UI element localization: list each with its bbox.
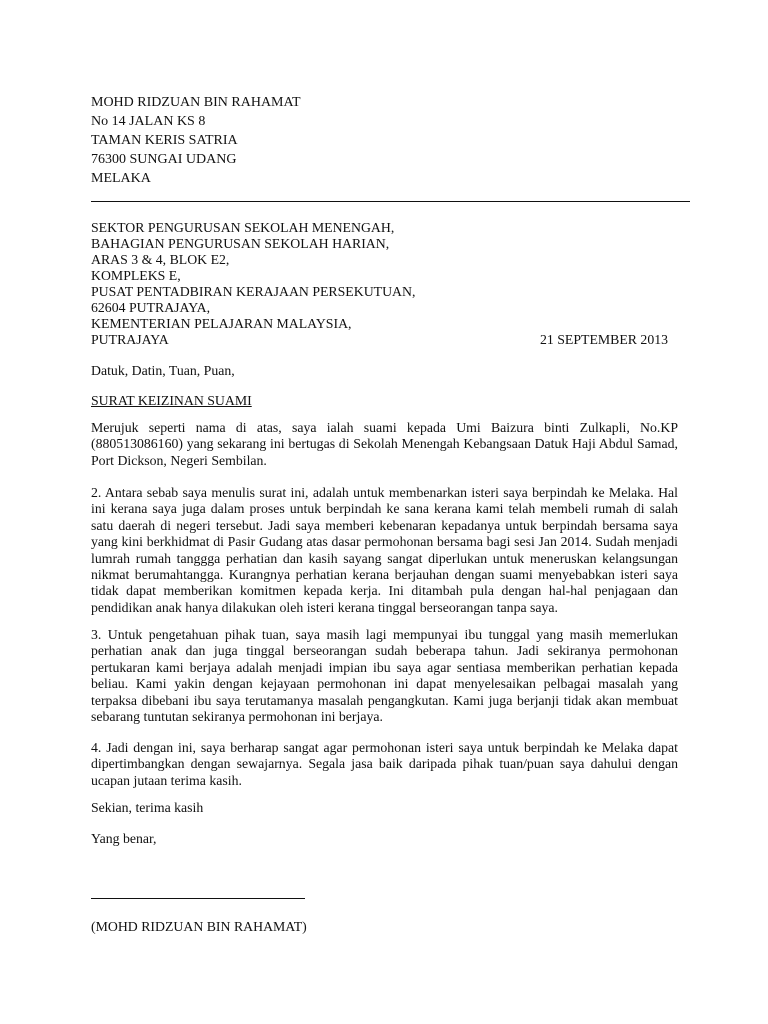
body-paragraph: [91, 740, 678, 789]
sender-address-line: MELAKA: [91, 171, 151, 186]
sender-name: MOHD RIDZUAN BIN RAHAMAT: [91, 95, 301, 110]
paragraph-text: Merujuk seperti nama di atas, saya ialah suami kepada Umi Baizura binti Zulkapli, No.KP (880513086160) yang sekarang ini bertugas di Sekolah Menengah Kebangsaan Datuk Haji Abdul Samad, Port Dickson, Negeri Sembilan.: [91, 420, 678, 468]
body-paragraph: [91, 485, 678, 616]
body-paragraph: [91, 420, 678, 469]
letter-date: 21 SEPTEMBER 2013: [540, 332, 669, 347]
sender-address-line: 76300 SUNGAI UDANG: [91, 152, 237, 167]
closing: Sekian, terima kasih: [91, 800, 204, 815]
header-divider: [91, 201, 690, 202]
paragraph-text: 4. Jadi dengan ini, saya berharap sangat agar permohonan isteri saya untuk berpindah ke Melaka dapat dipertimbangkan dengan sewajarnya. Segala jasa baik daripada pihak tuan/puan saya dahului dengan ucapan jutaan terima kasih.: [91, 740, 678, 788]
sender-address-line: TAMAN KERIS SATRIA: [91, 133, 238, 148]
letter-subject: SURAT KEIZINAN SUAMI: [91, 393, 252, 408]
sign-off: Yang benar,: [91, 831, 157, 846]
signature-line: [91, 898, 305, 899]
recipient-line: KOMPLEKS E,: [91, 268, 181, 283]
recipient-line: SEKTOR PENGURUSAN SEKOLAH MENENGAH,: [91, 220, 395, 235]
salutation: Datuk, Datin, Tuan, Puan,: [91, 363, 235, 378]
paragraph-text: 3. Untuk pengetahuan pihak tuan, saya masih lagi mempunyai ibu tunggal yang masih memerlukan perhatian anak dan juga tinggal berseorangan sudah beberapa tahun. Jadi sekiranya permohonan pertukaran kami berjaya adalah menjadi impian ibu saya agar sentiasa memberikan perhatian kepada beliau. Kami yakin dengan kejayaan permohonan ini dapat menyelesaikan pelbagai masalah yang terpaksa dibebani ibu saya terutamanya masalah pengangkutan. Kami juga berjanji tidak akan membuat sebarang tuntutan sekiranya permohonan ini berjaya.: [91, 627, 678, 725]
recipient-line: BAHAGIAN PENGURUSAN SEKOLAH HARIAN,: [91, 236, 390, 251]
body-paragraph: [91, 627, 678, 725]
recipient-line: KEMENTERIAN PELAJARAN MALAYSIA,: [91, 316, 352, 331]
signature-name: (MOHD RIDZUAN BIN RAHAMAT): [91, 919, 307, 934]
paragraph-text: 2. Antara sebab saya menulis surat ini, adalah untuk membenarkan isteri saya berpindah ke Melaka. Hal ini kerana saya juga dalam proses untuk berpindah ke sana kerana kami telah membeli rumah di salah satu daerah di negeri tersebut. Jadi saya memberi kebenaran kepadanya untuk berpindah bersama saya yang kini berkhidmat di Pasir Gudang atas dasar permohonan bersama bagi sesi Jan 2014. Sudah menjadi lumrah rumah tanggga perhatian dan kasih sayang sangat diperlukan untuk meneruskan kelangsungan nikmat berumahtangga. Kurangnya perhatian kerana berjauhan dengan suami menyebabkan isteri saya tidak dapat memberikan komitmen kepada kerja. Ini ditambah pula dengan hal-hal penjagaan dan pendidikan anak hanya dilakukan oleh isteri kerana tinggal berseorangan tanpa saya.: [91, 485, 678, 615]
recipient-line: 62604 PUTRAJAYA,: [91, 300, 211, 315]
recipient-line: PUSAT PENTADBIRAN KERAJAAN PERSEKUTUAN,: [91, 284, 416, 299]
recipient-line: PUTRAJAYA: [91, 332, 169, 347]
recipient-line: ARAS 3 & 4, BLOK E2,: [91, 252, 230, 267]
sender-address-line: No 14 JALAN KS 8: [91, 114, 206, 129]
